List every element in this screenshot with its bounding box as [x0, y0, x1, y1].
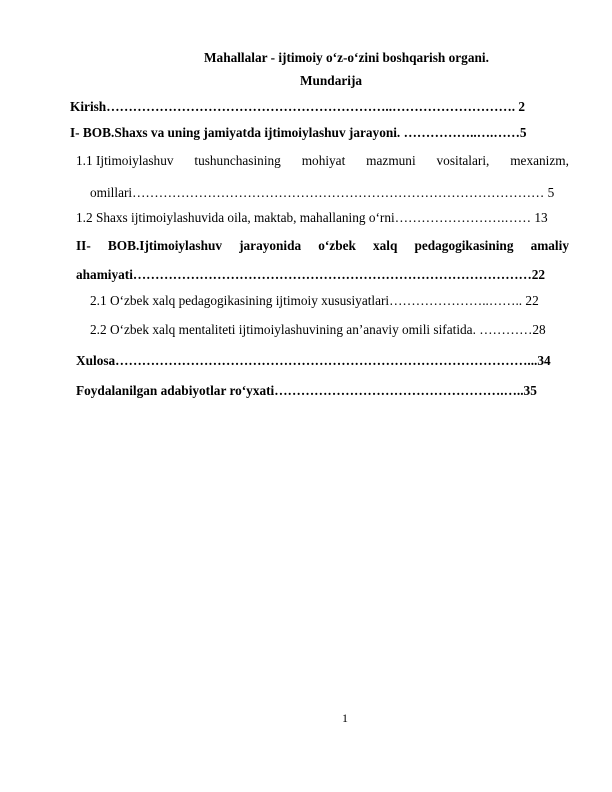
toc-entry-chapter-1: I- BOB.Shaxs va uning jamiyatda ijtimoiylashuv jarayoni. ……………..….……5 [70, 125, 527, 140]
toc-entry-chapter-2 [76, 238, 569, 254]
toc-word: vositalari, [436, 153, 490, 168]
page-number: 1 [342, 711, 348, 725]
toc-entry-section-1-1-continued: omillari………………………………………………………………………………… 5 [90, 185, 555, 200]
document-heading: Mahallalar - ijtimoiy o‘z-o‘zini boshqarish organi. [204, 50, 489, 65]
toc-entry-section-1-1 [76, 153, 569, 169]
toc-word: tushunchasining [194, 153, 281, 168]
toc-word: mexanizm, [510, 153, 569, 168]
toc-entry-section-1-2: 1.2 Shaxs ijtimoiylashuvida oila, maktab, mahallaning o‘rni…………………….…… 13 [76, 210, 548, 225]
toc-entry-section-2-2: 2.2 O‘zbek xalq mentaliteti ijtimoiylashuvining an’anaviy omili sifatida. …………28 [90, 322, 546, 337]
toc-word: xalq [372, 238, 398, 253]
toc-word: II- [76, 238, 91, 253]
toc-word: BOB.Ijtimoiylashuv [107, 238, 223, 253]
toc-entry-section-2-1: 2.1 O‘zbek xalq pedagogikasining ijtimoiy xususiyatlari…………………..…….. 22 [90, 293, 539, 308]
toc-entry-xulosa: Xulosa…………………………………………………………………………………...34 [76, 353, 551, 368]
toc-entry-chapter-2-continued: ahamiyati………………………………………………………………………………22 [76, 267, 546, 282]
toc-word: mohiyat [301, 153, 346, 168]
toc-word: 1.1 Ijtimoiylashuv [76, 153, 174, 168]
toc-word: jarayonida [239, 238, 302, 253]
contents-title: Mundarija [299, 73, 363, 88]
toc-word: mazmuni [366, 153, 416, 168]
toc-word: o‘zbek [318, 238, 356, 253]
toc-entry-adabiyotlar: Foydalanilgan adabiyotlar ro‘yxati…………………………………………….…..35 [76, 383, 537, 398]
toc-entry-kirish: Kirish………………………………………………………..………………………. 2 [70, 99, 526, 114]
toc-word: amaliy [530, 238, 569, 253]
toc-word: pedagogikasining [414, 238, 514, 253]
